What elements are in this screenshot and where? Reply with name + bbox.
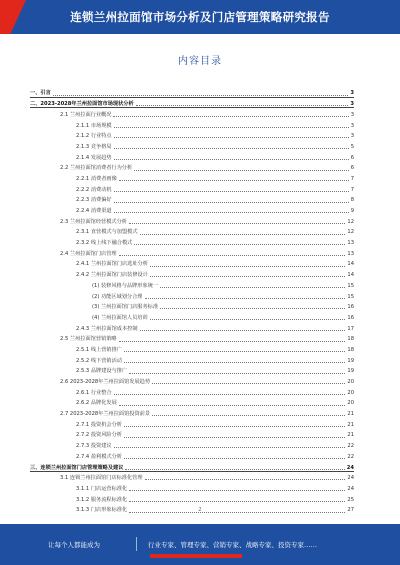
page-number: 2: [198, 507, 202, 513]
toc-entry-label: 2.6.1 行业整合: [76, 389, 112, 396]
footer-tagline: 行业专家、管理专家、营销专家、战略专家、投资专家……: [148, 541, 317, 549]
toc-dot-leader: [124, 426, 345, 427]
toc-entry[interactable]: [30, 139, 354, 150]
toc-entry-label: 3.1 连锁兰州拉面馆门店标准化管理: [60, 475, 143, 482]
toc-entry-label: 2.1.2 行业特点: [76, 133, 112, 140]
toc-dot-leader: [114, 159, 349, 160]
toc-entry[interactable]: [30, 460, 354, 471]
toc-dot-leader: [125, 469, 344, 470]
toc-entry[interactable]: [30, 449, 354, 460]
toc-entry-label: 2.6.2 品牌化发展: [76, 400, 117, 407]
toc-entry[interactable]: [30, 268, 354, 279]
toc-entry[interactable]: [30, 150, 354, 161]
toc-entry-label: 2.1 兰州拉面行业概况: [60, 111, 112, 118]
toc-entry[interactable]: [30, 343, 354, 354]
toc-entry-label: 一、引言: [30, 90, 51, 97]
toc-entry-page: 3: [350, 101, 354, 108]
toc-entry-label: 2.4.3 兰州拉面馆成本控制: [76, 325, 138, 332]
toc-entry-label: 2.1.1 市场规模: [76, 122, 112, 129]
toc-entry-label: 三、连锁兰州拉面馆门店管理策略及建议: [30, 464, 124, 471]
toc-dot-leader: [150, 319, 346, 320]
toc-dot-leader: [129, 223, 345, 224]
toc-dot-leader: [150, 276, 345, 277]
toc-entry-label: 2.1.4 发展趋势: [76, 154, 112, 161]
toc-entry-page: 5: [350, 143, 354, 150]
toc-entry[interactable]: [30, 417, 354, 428]
toc-entry-label: 2.4.1 兰州拉面馆门店选址分析: [76, 261, 148, 268]
toc-entry[interactable]: [30, 439, 354, 450]
toc-dot-leader: [124, 351, 345, 352]
toc-dot-leader: [114, 191, 349, 192]
toc-entry-page: 16: [347, 314, 354, 321]
toc-dot-leader: [114, 447, 346, 448]
toc-dot-leader: [114, 202, 349, 203]
toc-entry-page: 19: [347, 357, 354, 364]
toc-entry-page: 21: [347, 432, 354, 439]
toc-dot-leader: [160, 287, 345, 288]
toc-entry-label: 二、2023-2028年兰州拉面馆市场现状分析: [30, 101, 134, 108]
toc-entry-page: 3: [350, 122, 354, 129]
toc-entry-label: 3.1.1 门店运营标准化: [76, 485, 128, 492]
toc-entry-label: (1) 装修风格与品牌形象统一: [92, 282, 159, 289]
toc-entry[interactable]: [30, 97, 354, 108]
toc-entry-label: 2.4 兰州拉面馆门店管理: [60, 250, 117, 257]
toc-dot-leader: [160, 308, 345, 309]
toc-dot-leader: [134, 170, 349, 171]
toc-entry-page: 13: [347, 240, 354, 247]
toc-entry[interactable]: [30, 86, 354, 97]
toc-entry-page: 21: [347, 421, 354, 428]
header-banner: [0, 0, 400, 34]
toc-entry[interactable]: [30, 396, 354, 407]
toc-entry-label: (2) 功能区域划分合理: [92, 293, 143, 300]
toc-dot-leader: [136, 105, 349, 106]
toc-dot-leader: [150, 266, 345, 267]
toc-dot-leader: [124, 362, 345, 363]
toc-entry[interactable]: [30, 236, 354, 247]
toc-entry-label: 2.2 兰州拉面馆消费者行为分析: [60, 165, 133, 172]
toc-dot-leader: [152, 415, 345, 416]
toc-dot-leader: [119, 255, 346, 256]
toc-entry-page: 22: [347, 443, 354, 450]
toc-entry[interactable]: [30, 129, 354, 140]
toc-entry-page: 6: [350, 165, 354, 172]
toc-dot-leader: [114, 137, 349, 138]
toc-entry-label: 2.5 兰州拉面馆营销策略: [60, 336, 117, 343]
toc-dot-leader: [134, 244, 345, 245]
toc-entry-page: 16: [347, 304, 354, 311]
toc-entry-page: 27: [347, 507, 354, 514]
toc-dot-leader: [145, 298, 346, 299]
toc-entry-label: 2.7 2023-2028年兰州拉面馆投资前景: [60, 411, 151, 418]
toc-entry[interactable]: [30, 300, 354, 311]
toc-entry-page: 20: [347, 389, 354, 396]
toc-entry-page: 18: [347, 346, 354, 353]
toc-entry-label: 2.4.2 兰州拉面馆门店装修设计: [76, 272, 148, 279]
toc-entry[interactable]: [30, 353, 354, 364]
toc-entry[interactable]: [30, 332, 354, 343]
toc-dot-leader: [140, 330, 346, 331]
toc-entry[interactable]: [30, 182, 354, 193]
toc-entry[interactable]: [30, 204, 354, 215]
toc-dot-leader: [152, 383, 345, 384]
toc-entry[interactable]: [30, 257, 354, 268]
toc-entry[interactable]: [30, 193, 354, 204]
toc-entry-page: 15: [347, 293, 354, 300]
toc-entry[interactable]: [30, 225, 354, 236]
toc-dot-leader: [124, 437, 345, 438]
toc-entry[interactable]: [30, 278, 354, 289]
toc-entry-label: 3.1.2 服务流程标准化: [76, 496, 128, 503]
toc-entry[interactable]: [30, 321, 354, 332]
toc-dot-leader: [129, 373, 345, 374]
toc-entry-page: 3: [350, 111, 354, 118]
toc-dot-leader: [119, 180, 349, 181]
toc-entry-page: 18: [347, 336, 354, 343]
footer-accent-bar: [150, 554, 242, 558]
footer-slogan: 让每个人都能成为: [48, 541, 100, 549]
toc-entry-page: 25: [347, 496, 354, 503]
toc-entry[interactable]: [30, 407, 354, 418]
toc-entry[interactable]: [30, 214, 354, 225]
toc-entry[interactable]: [30, 246, 354, 257]
toc-entry-label: 2.5.3 品牌建设与推广: [76, 368, 128, 375]
toc-entry-label: 2.7.4 盈利模式分析: [76, 453, 122, 460]
toc-entry-page: 13: [347, 250, 354, 257]
toc-entry[interactable]: [30, 289, 354, 300]
toc-entry-page: 12: [347, 218, 354, 225]
toc-entry-page: 24: [346, 464, 354, 471]
toc-entry-label: 3.1.3 门店形象标准化: [76, 507, 128, 514]
footer-divider: [136, 537, 137, 551]
toc-dot-leader: [114, 127, 349, 128]
toc-heading: 内容目录: [178, 56, 222, 67]
toc-entry-page: 19: [347, 368, 354, 375]
toc-entry-page: 3: [350, 133, 354, 140]
report-title: 连锁兰州拉面馆市场分析及门店管理策略研究报告: [70, 10, 330, 24]
toc-entry[interactable]: [30, 428, 354, 439]
toc-entry-label: (3) 兰州拉面馆门店服务标准: [92, 304, 159, 311]
footer-banner: [0, 524, 400, 565]
toc-entry-label: 2.7.3 投资建议: [76, 443, 112, 450]
toc-entry-page: 7: [350, 175, 354, 182]
toc-dot-leader: [129, 501, 345, 502]
toc-entry[interactable]: [30, 107, 354, 118]
toc-entry[interactable]: [30, 492, 354, 503]
toc-entry-page: 3: [350, 90, 354, 97]
toc-entry-label: 2.2.2 消费动机: [76, 186, 112, 193]
toc-entry[interactable]: [30, 172, 354, 183]
toc-entry-page: 9: [350, 208, 354, 215]
toc-entry-page: 14: [347, 261, 354, 268]
toc-entry-label: 2.2.3 消费偏好: [76, 197, 112, 204]
table-of-contents: [30, 86, 354, 514]
toc-entry[interactable]: [30, 481, 354, 492]
toc-entry-page: 20: [347, 400, 354, 407]
toc-dot-leader: [119, 341, 346, 342]
toc-entry-label: 2.5.2 线下营销活动: [76, 357, 122, 364]
toc-entry-label: 2.1.3 竞争格局: [76, 143, 112, 150]
toc-entry-page: 22: [347, 453, 354, 460]
toc-entry-page: 6: [350, 154, 354, 161]
toc-dot-leader: [114, 148, 349, 149]
toc-entry-label: (4) 兰州拉面馆人员培训: [92, 314, 148, 321]
toc-dot-leader: [114, 394, 346, 395]
toc-entry-page: 14: [347, 272, 354, 279]
toc-entry[interactable]: [30, 161, 354, 172]
toc-entry-page: 17: [347, 325, 354, 332]
toc-entry-page: 8: [350, 197, 354, 204]
toc-entry-page: 7: [350, 186, 354, 193]
toc-entry-label: 2.3.2 线上线下融合模式: [76, 240, 133, 247]
toc-entry-label: 2.7.2 投资风险分析: [76, 432, 122, 439]
toc-entry-label: 2.5.1 线上营销推广: [76, 346, 122, 353]
toc-dot-leader: [124, 458, 345, 459]
toc-entry-label: 2.2.4 消费渠道: [76, 208, 112, 215]
toc-entry-page: 24: [347, 485, 354, 492]
toc-entry[interactable]: [30, 385, 354, 396]
toc-entry[interactable]: [30, 364, 354, 375]
toc-dot-leader: [119, 405, 346, 406]
toc-entry[interactable]: [30, 118, 354, 129]
toc-dot-leader: [114, 212, 349, 213]
toc-entry-page: 15: [347, 282, 354, 289]
toc-entry[interactable]: [30, 375, 354, 386]
toc-entry-page: 24: [347, 475, 354, 482]
toc-entry-label: 2.3.1 直营模式与加盟模式: [76, 229, 138, 236]
toc-entry-page: 20: [347, 379, 354, 386]
toc-entry[interactable]: [30, 310, 354, 321]
toc-dot-leader: [129, 490, 345, 491]
toc-entry-page: 21: [347, 411, 354, 418]
toc-entry-label: 2.7.1 投资机会分析: [76, 421, 122, 428]
toc-entry-label: 2.2.1 消费者画像: [76, 175, 117, 182]
toc-entry-page: 12: [347, 229, 354, 236]
toc-dot-leader: [113, 116, 348, 117]
toc-entry-label: 2.6 2023-2028年兰州拉面馆发展趋势: [60, 379, 151, 386]
toc-dot-leader: [53, 95, 349, 96]
toc-entry-label: 2.3 兰州拉面馆经营模式分析: [60, 218, 127, 225]
toc-dot-leader: [145, 479, 346, 480]
toc-entry[interactable]: [30, 471, 354, 482]
toc-dot-leader: [140, 234, 346, 235]
